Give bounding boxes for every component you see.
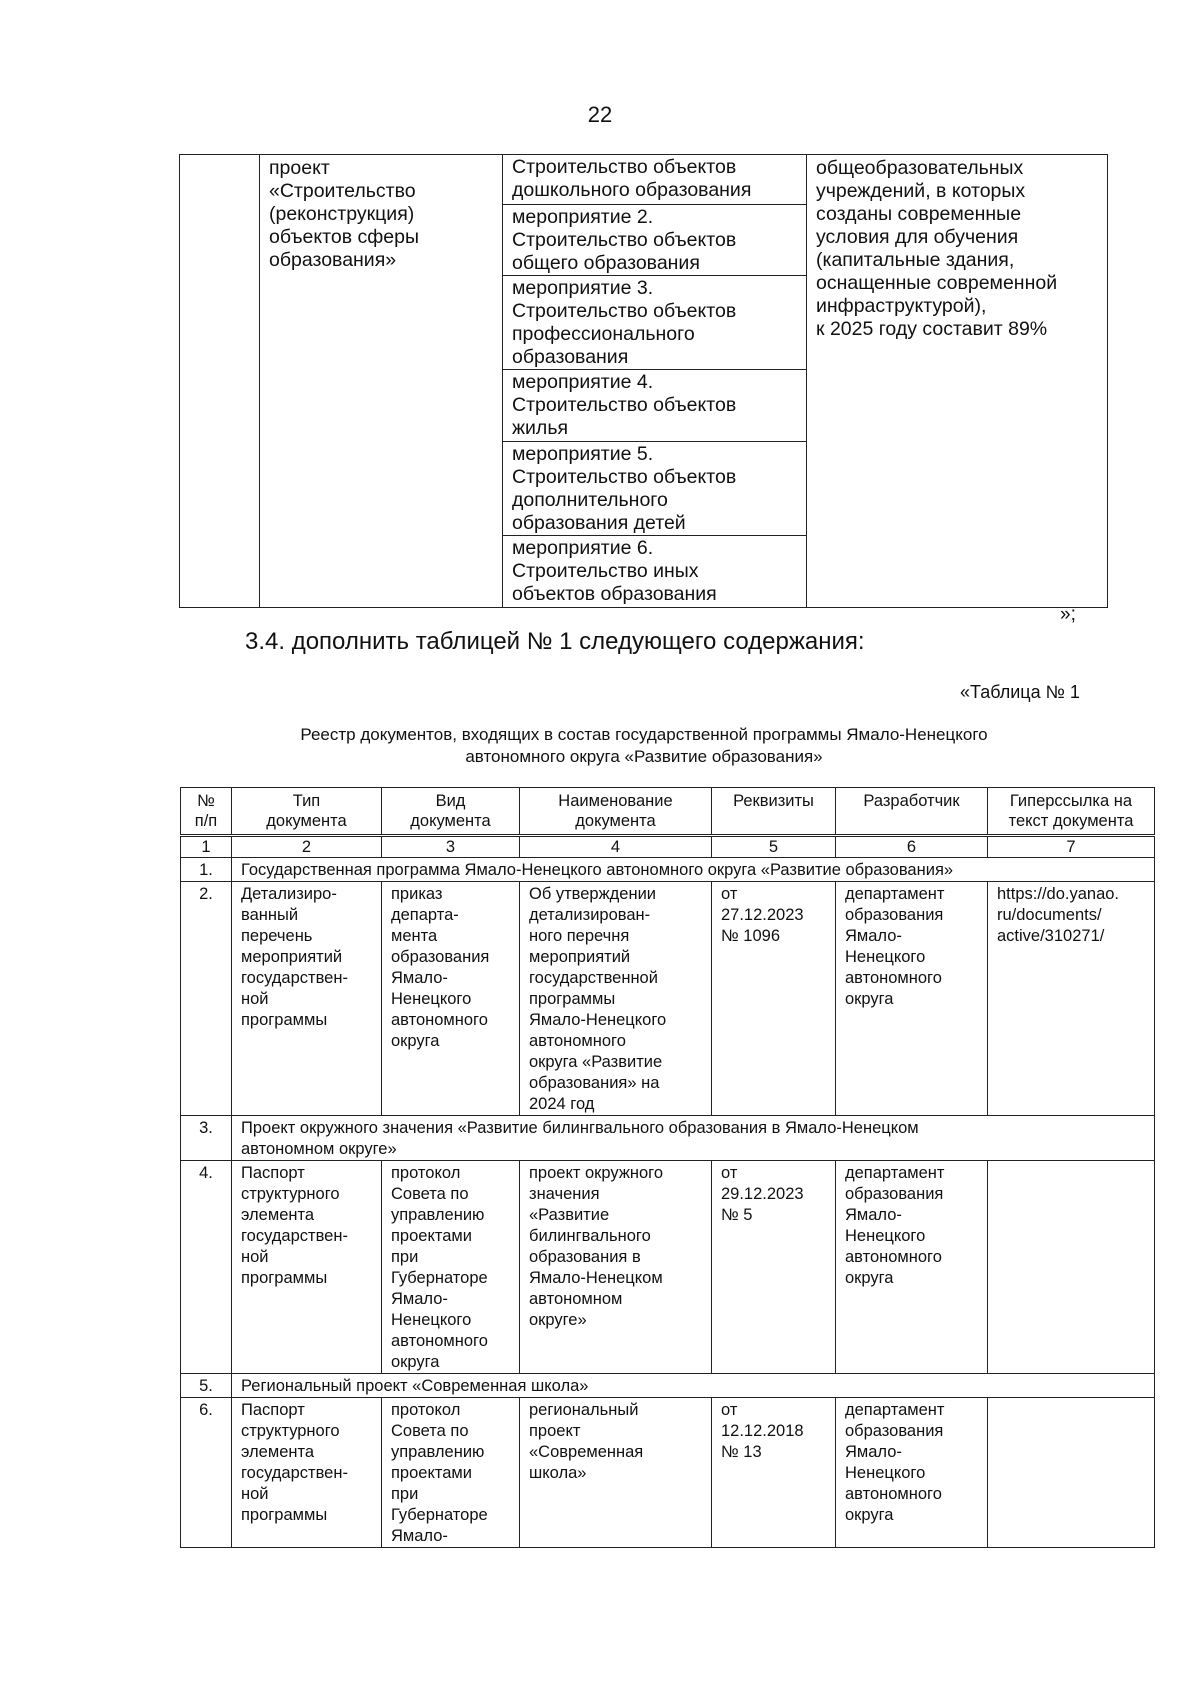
- result-cell: [807, 155, 1108, 608]
- text-line: Об утверждении: [529, 885, 656, 903]
- table-row: [181, 858, 1155, 882]
- text-line: Реестр документов, входящих в состав государственной программы Ямало-Ненецкого: [300, 725, 988, 744]
- text-line: ной: [241, 990, 269, 1008]
- text-line: № 5: [721, 1206, 753, 1224]
- text-line: автономном округе»: [241, 1140, 397, 1158]
- text-line: автономного: [529, 1032, 626, 1050]
- text-line: общеобразовательных: [816, 157, 1024, 179]
- text-line: п/п: [194, 812, 218, 830]
- text-line: департамент: [845, 1164, 945, 1182]
- table-row: [181, 1161, 1155, 1374]
- text-line: Строительство объектов: [512, 466, 737, 488]
- text-line: проект: [529, 1422, 581, 1440]
- text-line: Разработчик: [863, 792, 960, 810]
- text-line: автономного: [845, 969, 942, 987]
- text-line: департамент: [845, 885, 945, 903]
- document-details-cell: [712, 882, 836, 1116]
- table-row: [180, 155, 1108, 205]
- row-number: 3.: [181, 1116, 232, 1161]
- section-row-text: Государственная программа Ямало-Ненецкого автономного округа «Развитие образования»: [232, 858, 1155, 882]
- text-line: 27.12.2023: [721, 906, 804, 924]
- text-line: учреждений, в которых: [816, 180, 1026, 202]
- header-cell-developer: [836, 788, 988, 836]
- text-line: Ямало-Ненецкого: [529, 1011, 667, 1029]
- text-line: автономного: [845, 1248, 942, 1266]
- text-line: проект окружного: [529, 1164, 663, 1182]
- text-line: образования: [845, 1422, 944, 1440]
- text-line: Ненецкого: [391, 990, 472, 1008]
- text-line: Ямало-: [391, 1290, 448, 1308]
- text-line: №: [197, 792, 215, 810]
- table-row: [181, 1116, 1155, 1161]
- text-line: (реконструкция): [269, 203, 415, 225]
- document-developer-cell: [836, 1398, 988, 1548]
- activity-cell: [503, 155, 807, 205]
- text-line: структурного: [241, 1185, 340, 1203]
- section-heading: 3.4. дополнить таблицей № 1 следующего содержания:: [245, 628, 865, 655]
- activity-cell: [503, 442, 807, 536]
- text-line: Строительство иных: [512, 560, 699, 582]
- empty-cell: [180, 155, 260, 608]
- text-line: образования» на: [529, 1074, 660, 1092]
- row-number: 2.: [181, 882, 232, 1116]
- document-name-cell: [520, 1161, 712, 1374]
- text-line: протокол: [391, 1164, 461, 1182]
- document-type-cell: [232, 882, 382, 1116]
- header-cell-number: [181, 788, 232, 836]
- text-line: образования в: [529, 1248, 641, 1266]
- section-row-text: [232, 1116, 1155, 1161]
- text-line: 2024 год: [529, 1095, 595, 1113]
- row-number: 4.: [181, 1161, 232, 1374]
- text-line: объектов сферы: [269, 226, 419, 248]
- text-line: государствен-: [241, 1227, 348, 1245]
- text-line: округа: [845, 1269, 894, 1287]
- text-line: созданы современные: [816, 203, 1022, 225]
- document-details-cell: [712, 1161, 836, 1374]
- text-line: программы: [241, 1011, 328, 1029]
- document-developer-cell: [836, 882, 988, 1116]
- program-structure-table: [179, 154, 1108, 608]
- text-line: Строительство объектов: [512, 229, 737, 251]
- document-kind-cell: [382, 1161, 520, 1374]
- document-type-cell: [232, 1398, 382, 1548]
- text-line: автономного: [845, 1485, 942, 1503]
- text-line: округа: [391, 1353, 440, 1371]
- text-line: Паспорт: [241, 1164, 305, 1182]
- text-line: active/310271/: [997, 927, 1105, 945]
- text-line: программы: [241, 1269, 328, 1287]
- text-line: от: [721, 1164, 738, 1182]
- text-line: образования детей: [512, 512, 686, 534]
- text-line: структурного: [241, 1422, 340, 1440]
- text-line: Вид: [435, 792, 466, 810]
- text-line: «Развитие: [529, 1206, 610, 1224]
- column-number: 1: [181, 836, 232, 858]
- text-line: ванный: [241, 906, 299, 924]
- text-line: округа: [845, 1506, 894, 1524]
- header-cell-kind: [382, 788, 520, 836]
- text-line: государствен-: [241, 1464, 348, 1482]
- text-line: документа: [410, 812, 491, 830]
- header-cell-details: [712, 788, 836, 836]
- text-line: «Строительство: [269, 180, 416, 202]
- text-line: дополнительного: [512, 489, 668, 511]
- text-line: ru/documents/: [997, 906, 1102, 924]
- text-line: округа «Развитие: [529, 1053, 663, 1071]
- text-line: мероприятий: [241, 948, 343, 966]
- text-line: мероприятие 4.: [512, 371, 654, 393]
- text-line: дошкольного образования: [512, 179, 752, 201]
- text-line: Ямало-: [391, 969, 448, 987]
- registry-table: [180, 787, 1155, 1548]
- text-line: образования: [391, 948, 490, 966]
- column-number: 2: [232, 836, 382, 858]
- text-line: документа: [266, 812, 347, 830]
- text-line: объектов образования: [512, 583, 717, 605]
- document-link-cell[interactable]: [988, 882, 1155, 1116]
- text-line: перечень: [241, 927, 313, 945]
- text-line: ной: [241, 1485, 269, 1503]
- text-line: Наименование: [558, 792, 673, 810]
- text-line: государственной: [529, 969, 658, 987]
- text-line: Ямало-: [845, 927, 902, 945]
- text-line: Ямало-: [391, 1527, 448, 1545]
- row-number: 1.: [181, 858, 232, 882]
- row-number: 5.: [181, 1374, 232, 1398]
- text-line: общего образования: [512, 252, 700, 274]
- text-line: № 1096: [721, 927, 780, 945]
- column-number: 4: [520, 836, 712, 858]
- column-number-row: [181, 836, 1155, 858]
- activity-cell: [503, 536, 807, 608]
- text-line: Паспорт: [241, 1401, 305, 1419]
- text-line: управлению: [391, 1443, 485, 1461]
- text-line: Строительство объектов: [512, 394, 737, 416]
- table-caption: «Таблица № 1: [960, 682, 1080, 702]
- text-line: Гиперссылка на: [1009, 792, 1133, 810]
- text-line: ной: [241, 1248, 269, 1266]
- text-line: мероприятие 5.: [512, 443, 654, 465]
- text-line: жилья: [512, 417, 569, 439]
- text-line: Ненецкого: [391, 1311, 472, 1329]
- text-line: управлению: [391, 1206, 485, 1224]
- text-line: образования: [845, 1185, 944, 1203]
- column-number: 5: [712, 836, 836, 858]
- project-name-cell: [260, 155, 503, 608]
- text-line: программы: [529, 990, 616, 1008]
- text-line: документа: [575, 812, 656, 830]
- closing-quote: »;: [1060, 604, 1076, 625]
- document-developer-cell: [836, 1161, 988, 1374]
- text-line: автономного округа «Развитие образования»: [465, 747, 823, 766]
- header-row: [181, 788, 1155, 836]
- document-name-cell: [520, 1398, 712, 1548]
- column-number: 6: [836, 836, 988, 858]
- activity-cell: [503, 370, 807, 442]
- text-line: Ненецкого: [845, 948, 926, 966]
- text-line: билингвального: [529, 1227, 651, 1245]
- text-line: оснащенные современной: [816, 272, 1058, 294]
- text-line: https://do.yanao.: [997, 885, 1120, 903]
- text-line: детализирован-: [529, 906, 651, 924]
- table-row: [181, 1398, 1155, 1548]
- text-line: проектами: [391, 1464, 472, 1482]
- text-line: текст документа: [1008, 812, 1134, 830]
- column-number: 7: [988, 836, 1155, 858]
- page-number: 22: [587, 102, 613, 127]
- activity-cell: [503, 276, 807, 370]
- document-name-cell: [520, 882, 712, 1116]
- text-line: региональный: [529, 1401, 639, 1419]
- text-line: проект: [269, 157, 330, 179]
- text-line: от: [721, 885, 738, 903]
- text-line: департамент: [845, 1401, 945, 1419]
- text-line: государствен-: [241, 969, 348, 987]
- text-line: школа»: [529, 1464, 587, 1482]
- registry-title: [180, 724, 1108, 768]
- header-cell-type: [232, 788, 382, 836]
- text-line: Строительство объектов: [512, 156, 737, 178]
- text-line: округе»: [529, 1311, 587, 1329]
- text-line: при: [391, 1248, 419, 1266]
- text-line: Детализиро-: [241, 885, 337, 903]
- text-line: мероприятий: [529, 948, 631, 966]
- text-line: ного перечня: [529, 927, 630, 945]
- text-line: мента: [391, 927, 438, 945]
- text-line: Проект окружного значения «Развитие билингвального образования в Ямало-Ненецком: [241, 1119, 919, 1137]
- text-line: округа: [391, 1032, 440, 1050]
- text-line: Губернаторе: [391, 1506, 488, 1524]
- text-line: (капитальные здания,: [816, 249, 1015, 271]
- text-line: Строительство объектов: [512, 300, 737, 322]
- text-line: автономного: [391, 1011, 488, 1029]
- document-link-cell: [988, 1398, 1155, 1548]
- text-line: от: [721, 1401, 738, 1419]
- text-line: Ненецкого: [845, 1464, 926, 1482]
- table-row: [181, 882, 1155, 1116]
- text-line: Тип: [292, 792, 321, 810]
- text-line: мероприятие 2.: [512, 206, 654, 228]
- text-line: проектами: [391, 1227, 472, 1245]
- text-line: автономном: [529, 1290, 623, 1308]
- text-line: мероприятие 3.: [512, 277, 654, 299]
- header-cell-name: [520, 788, 712, 836]
- text-line: округа: [845, 990, 894, 1008]
- document-details-cell: [712, 1398, 836, 1548]
- text-line: образования: [845, 906, 944, 924]
- document-kind-cell: [382, 1398, 520, 1548]
- activity-cell: [503, 205, 807, 276]
- text-line: элемента: [241, 1443, 315, 1461]
- text-line: мероприятие 6.: [512, 537, 654, 559]
- text-line: Ямало-Ненецком: [529, 1269, 663, 1287]
- column-number: 3: [382, 836, 520, 858]
- text-line: «Современная: [529, 1443, 644, 1461]
- text-line: значения: [529, 1185, 600, 1203]
- text-line: образования»: [269, 249, 397, 271]
- text-line: условия для обучения: [816, 226, 1019, 248]
- text-line: департа-: [391, 906, 459, 924]
- document-kind-cell: [382, 882, 520, 1116]
- text-line: при: [391, 1485, 419, 1503]
- header-cell-link: [988, 788, 1155, 836]
- text-line: инфраструктурой),: [816, 295, 987, 317]
- document-type-cell: [232, 1161, 382, 1374]
- document-link-cell: [988, 1161, 1155, 1374]
- text-line: № 13: [721, 1443, 762, 1461]
- text-line: Губернаторе: [391, 1269, 488, 1287]
- section-row-text: Региональный проект «Современная школа»: [232, 1374, 1155, 1398]
- text-line: 12.12.2018: [721, 1422, 804, 1440]
- text-line: к 2025 году составит 89%: [816, 318, 1048, 340]
- text-line: протокол: [391, 1401, 461, 1419]
- text-line: Совета по: [391, 1185, 469, 1203]
- text-line: Ямало-: [845, 1206, 902, 1224]
- row-number: 6.: [181, 1398, 232, 1548]
- text-line: автономного: [391, 1332, 488, 1350]
- text-line: приказ: [391, 885, 443, 903]
- text-line: 29.12.2023: [721, 1185, 804, 1203]
- text-line: Ненецкого: [845, 1227, 926, 1245]
- text-line: элемента: [241, 1206, 315, 1224]
- text-line: Реквизиты: [733, 792, 814, 810]
- text-line: профессионального: [512, 323, 695, 345]
- text-line: Ямало-: [845, 1443, 902, 1461]
- text-line: Совета по: [391, 1422, 469, 1440]
- table-row: [181, 1374, 1155, 1398]
- text-line: образования: [512, 346, 629, 368]
- text-line: программы: [241, 1506, 328, 1524]
